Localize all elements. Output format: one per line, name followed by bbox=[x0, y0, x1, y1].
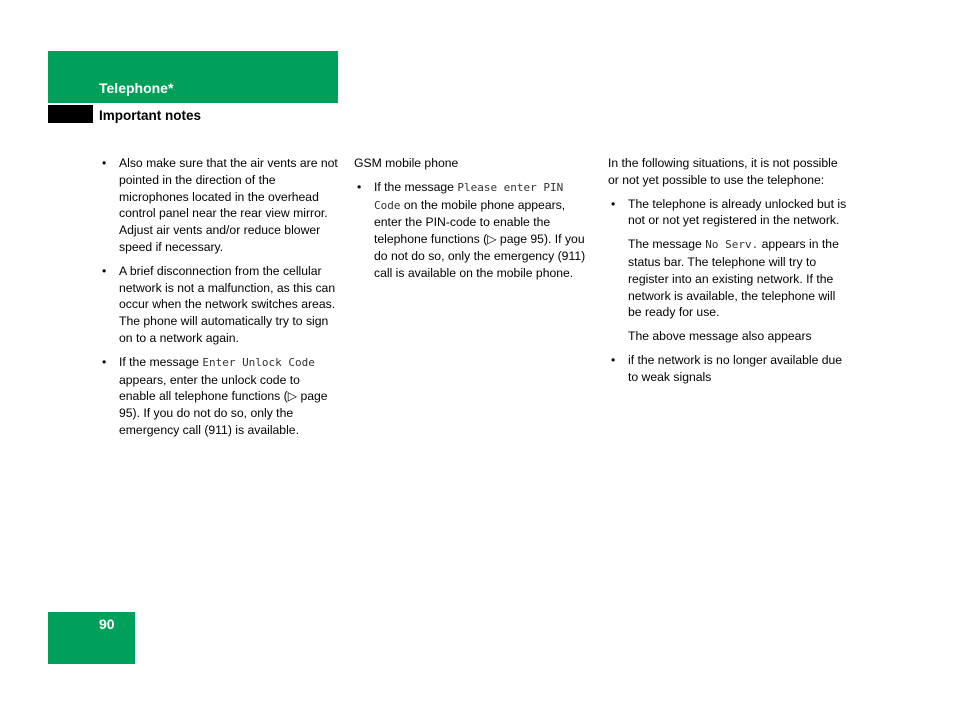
note-paragraph: The above message also appears bbox=[628, 329, 812, 344]
list-item-text: Also make sure that the air vents are not pointed in the direction of the microphones located in the overhead control panel near the rear view mirror. Adjust air vents and/or reduce blower speed if necessary. bbox=[119, 156, 338, 254]
display-message-code: No Serv. bbox=[705, 238, 759, 252]
header-band bbox=[48, 51, 338, 103]
section-title: Telephone* bbox=[99, 80, 174, 96]
list-item bbox=[354, 179, 594, 282]
bullet-icon: • bbox=[357, 179, 362, 194]
column-3 bbox=[608, 155, 850, 393]
list-item-text-post: appears, enter the unlock code to enable all telephone functions (▷ page 95). If you do not do so, only the emergency call (911) is available. bbox=[119, 372, 328, 437]
paragraph-text-post: appears in the status bar. The telephone will try to register into an existing network. If the network is available, the telephone will be ready for use. bbox=[628, 237, 839, 320]
list-item-text: if the network is no longer available due to weak signals bbox=[628, 352, 843, 384]
list-item bbox=[608, 352, 850, 386]
list-item bbox=[99, 155, 339, 256]
list-item bbox=[99, 263, 339, 347]
display-message-code: Please enter PIN Code bbox=[374, 180, 564, 212]
status-paragraph bbox=[608, 236, 850, 321]
display-message-code: Enter Unlock Code bbox=[202, 355, 315, 369]
list-item-text-post: on the mobile phone appears, enter the PIN-code to enable the telephone functions (▷ page 95). If you do not do so, only the emergency (911) call is available on the mobile phone. bbox=[374, 197, 586, 280]
bullet-icon: • bbox=[611, 196, 616, 211]
notes-list bbox=[354, 179, 594, 282]
column-1 bbox=[99, 155, 339, 446]
sub-list bbox=[608, 352, 850, 386]
bullet-icon: • bbox=[102, 156, 107, 170]
list-item-text-pre: If the message bbox=[119, 354, 203, 369]
list-item-text: The telephone is already unlocked but is not or not yet registered in the network. bbox=[628, 196, 847, 228]
section-marker bbox=[48, 105, 93, 123]
list-item bbox=[99, 354, 339, 439]
list-item bbox=[608, 196, 850, 230]
notes-list bbox=[99, 155, 339, 439]
paragraph-text-pre: The message bbox=[628, 237, 706, 252]
list-item-text-pre: If the message bbox=[374, 179, 458, 194]
subsection-title: Important notes bbox=[99, 108, 202, 123]
page-number: 90 bbox=[99, 616, 115, 632]
bullet-icon: • bbox=[102, 354, 107, 369]
notes-list bbox=[608, 196, 850, 230]
bullet-icon: • bbox=[102, 263, 107, 278]
intro-paragraph: In the following situations, it is not possible or not yet possible to use the telephone: bbox=[608, 156, 838, 187]
column-heading: GSM mobile phone bbox=[354, 156, 459, 170]
bullet-icon: • bbox=[611, 352, 616, 367]
column-2 bbox=[354, 155, 594, 289]
page-number-box bbox=[48, 612, 135, 664]
list-item-text: A brief disconnection from the cellular network is not a malfunction, as this can occur when the network switches areas. The phone will automatically try to sign on to a network again. bbox=[119, 263, 336, 345]
